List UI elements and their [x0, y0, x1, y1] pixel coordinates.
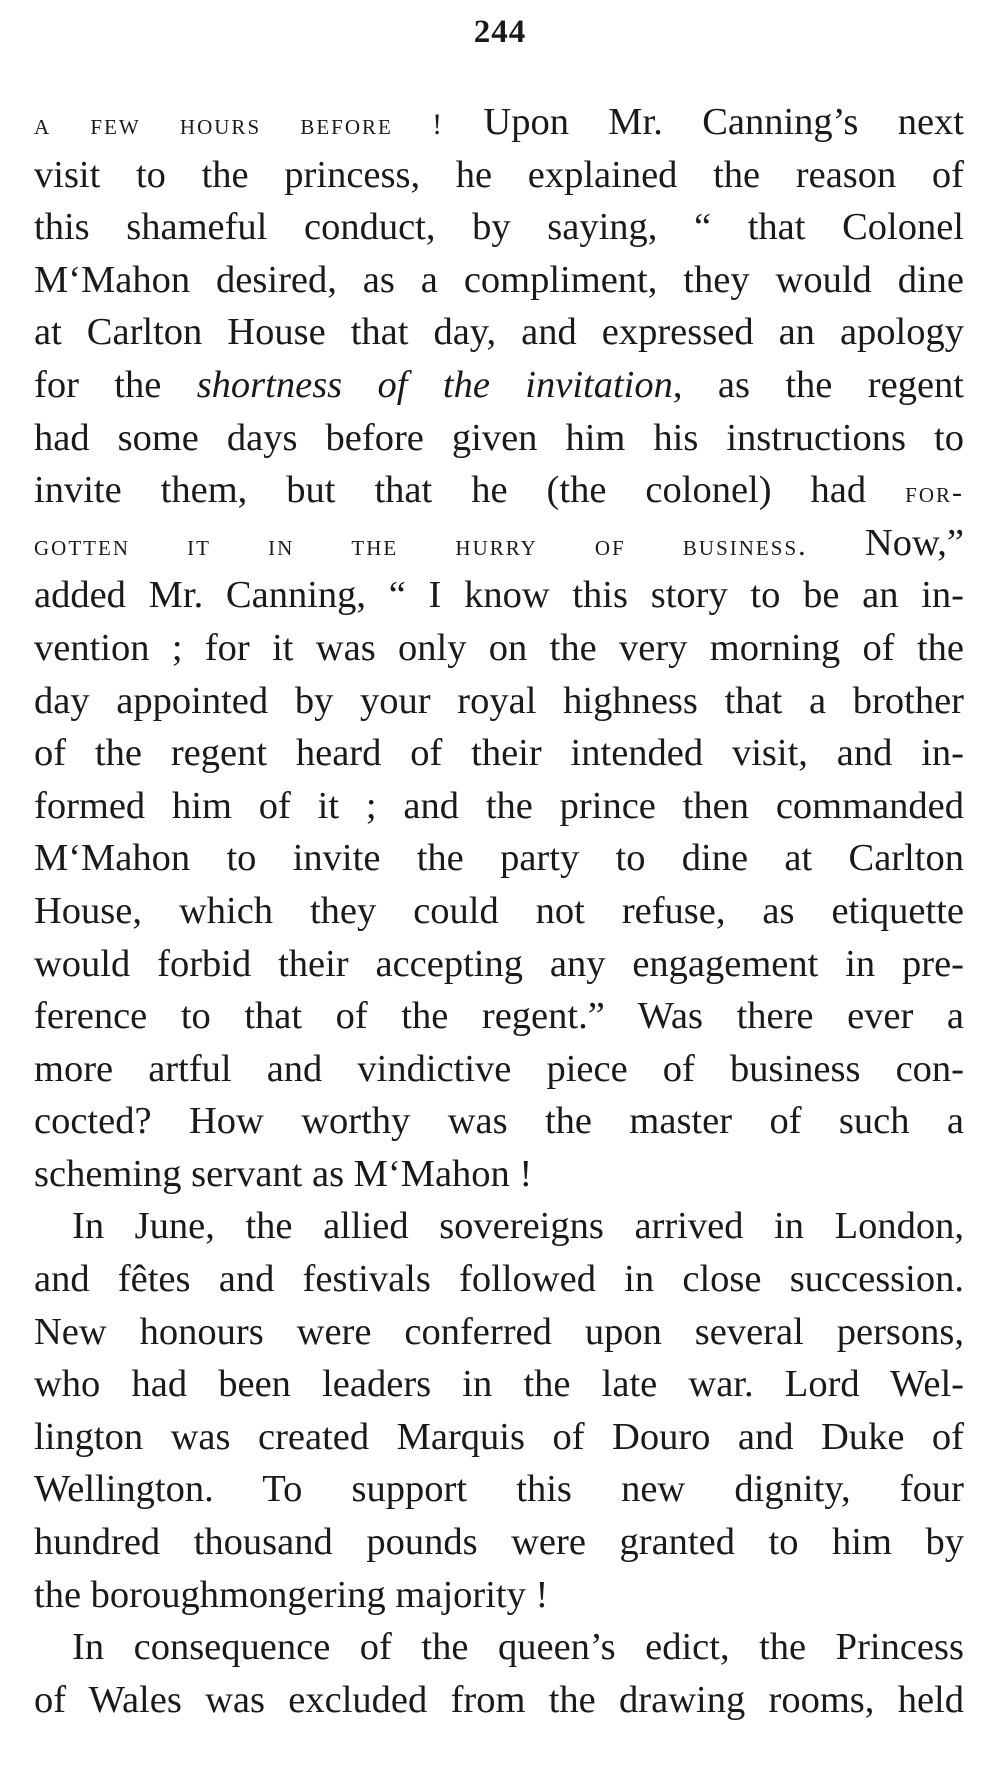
body-text [34, 96, 964, 1726]
text-line [34, 1358, 964, 1411]
text-segment: cocted? How worthy was the master of such a [34, 1100, 964, 1143]
text-segment: Now,” [807, 521, 964, 564]
text-line [34, 464, 964, 517]
text-segment: who had been leaders in the late war. Lord Wel- [34, 1363, 964, 1406]
text-segment: M‘Mahon to invite the party to dine at Carlton [34, 837, 964, 880]
text-segment: invite them, but that he (the colonel) had [34, 469, 906, 512]
text-segment: vention ; for it was only on the very morning of the [34, 626, 964, 669]
text-line [34, 569, 964, 622]
text-segment: at Carlton House that day, and expressed an apology [34, 311, 964, 354]
text-line [34, 149, 964, 202]
text-line [34, 201, 964, 254]
text-line [34, 359, 964, 412]
text-line [34, 1200, 964, 1253]
text-line [34, 254, 964, 307]
text-line [34, 96, 964, 149]
text-segment: In June, the allied sovereigns arrived in London, [72, 1205, 964, 1248]
text-segment: Upon Mr. Canning’s next [444, 101, 964, 143]
text-line [34, 1043, 964, 1096]
text-segment: had some days before given him his instructions to [34, 416, 964, 459]
text-line [34, 517, 964, 570]
small-caps-text: gotten it in the hurry of business. [34, 528, 808, 562]
text-segment: , as the regent [672, 363, 964, 406]
text-line [34, 1463, 964, 1516]
text-segment: visit to the princess, he explained the reason of [34, 153, 964, 196]
small-caps-text: a few hours before ! [34, 108, 445, 141]
text-segment: scheming servant as M‘Mahon ! [34, 1152, 533, 1195]
text-line [34, 1095, 964, 1148]
text-segment: of Wales was excluded from the drawing rooms, held [34, 1678, 964, 1721]
text-line [34, 306, 964, 359]
text-segment: lington was created Marquis of Douro and Duke of [34, 1415, 964, 1458]
text-line [34, 938, 964, 991]
text-segment: Wellington. To support this new dignity, four [34, 1468, 964, 1511]
text-segment: the boroughmongering majority ! [34, 1573, 549, 1616]
text-segment: added Mr. Canning, “ I know this story to be an in- [34, 574, 964, 617]
text-line [34, 727, 964, 780]
text-line [34, 1148, 964, 1201]
text-line [34, 1411, 964, 1464]
text-line [34, 1253, 964, 1306]
text-line [34, 1569, 964, 1622]
text-line [34, 412, 964, 465]
page-number: 244 [473, 14, 527, 50]
text-segment: for the [34, 363, 197, 406]
text-segment: of the regent heard of their intended visit, and in- [34, 732, 964, 775]
text-line [34, 1306, 964, 1359]
small-caps-text: for- [905, 476, 964, 510]
text-segment: In consequence of the queen’s edict, the Princess [72, 1626, 964, 1669]
text-segment: New honours were conferred upon several persons, [34, 1310, 964, 1353]
text-segment: and fêtes and festivals followed in close succession. [34, 1258, 964, 1301]
text-segment: more artful and vindictive piece of business con- [34, 1047, 964, 1090]
text-line [34, 622, 964, 675]
text-segment: this shameful conduct, by saying, “ that Colonel [34, 206, 964, 249]
text-line [34, 885, 964, 938]
text-line [34, 675, 964, 728]
text-segment: hundred thousand pounds were granted to him by [34, 1521, 964, 1564]
text-segment: would forbid their accepting any engagement in pre- [34, 942, 964, 985]
text-line [34, 780, 964, 833]
text-segment: House, which they could not refuse, as etiquette [34, 889, 964, 932]
text-segment: M‘Mahon desired, as a compliment, they would dine [34, 258, 964, 301]
text-segment: ference to that of the regent.” Was there ever a [34, 995, 964, 1038]
text-line [34, 1674, 964, 1727]
italic-text: shortness of the invitation [196, 363, 673, 406]
text-line [34, 1516, 964, 1569]
text-segment: day appointed by your royal highness that a brother [34, 679, 964, 722]
text-line [34, 990, 964, 1043]
text-line [34, 832, 964, 885]
text-line [34, 1621, 964, 1674]
text-segment: formed him of it ; and the prince then commanded [34, 784, 964, 827]
